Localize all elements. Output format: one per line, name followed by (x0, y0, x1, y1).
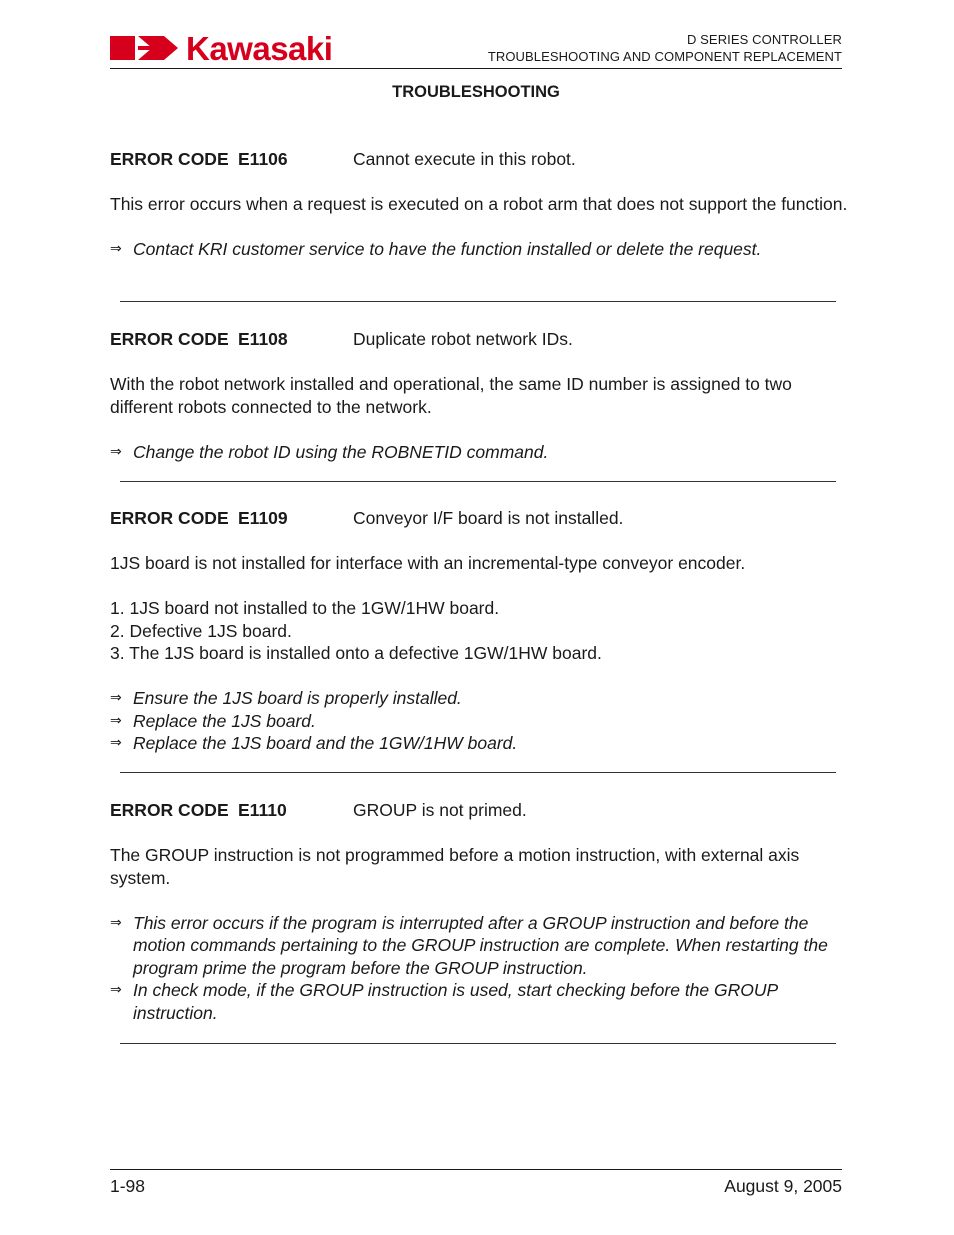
error-code-label: ERROR CODE (110, 329, 229, 349)
remedy-text: Replace the 1JS board and the 1GW/1HW board. (133, 733, 518, 753)
cause-item: 1. 1JS board not installed to the 1GW/1HW board. (110, 598, 500, 618)
arrow-icon: ⇒ (110, 690, 122, 706)
arrow-icon: ⇒ (110, 241, 122, 257)
error-code-label: ERROR CODE (110, 800, 229, 820)
remedy-text: Replace the 1JS board. (133, 710, 316, 731)
remedy-item (110, 732, 850, 755)
remedy-item (110, 687, 850, 710)
page-number: 1-98 (110, 1176, 146, 1196)
header-rule (110, 68, 842, 69)
remedy-item (110, 979, 850, 1024)
divider-rule (120, 772, 836, 773)
logo-wordmark: Kawasaki (186, 30, 333, 66)
divider-rule (120, 301, 836, 302)
kawasaki-logo (110, 30, 390, 66)
remedy-text: Contact KRI customer service to have the function installed or delete the request. (133, 239, 762, 259)
error-entry-e1108 (110, 328, 850, 463)
error-message: GROUP is not primed. (353, 800, 527, 820)
error-code-line (110, 148, 850, 171)
header-subtitle: TROUBLESHOOTING AND COMPONENT REPLACEMENT (487, 49, 842, 64)
remedy-item (110, 238, 850, 261)
error-code-number: E1110 (238, 800, 287, 820)
error-code-number: E1108 (238, 329, 288, 349)
logo-mark-stripe (138, 46, 168, 50)
remedy-item (110, 441, 850, 464)
error-description: This error occurs when a request is executed on a robot arm that does not support the function. (110, 194, 848, 214)
error-description: The GROUP instruction is not programmed before a motion instruction, with external axis system. (110, 845, 800, 888)
arrow-icon: ⇒ (110, 914, 122, 931)
error-code-number: E1109 (238, 508, 288, 528)
error-code-line (110, 507, 850, 530)
remedy-item (110, 912, 850, 980)
arrow-icon: ⇒ (110, 712, 122, 729)
header-info (488, 31, 842, 65)
remedy-item (110, 710, 850, 733)
remedy-text: In check mode, if the GROUP instruction is used, start checking before the GROUP instruction. (133, 980, 778, 1023)
error-entry-e1106 (110, 148, 850, 261)
arrow-icon: ⇒ (110, 443, 122, 460)
error-code-label: ERROR CODE (110, 508, 229, 528)
error-description: With the robot network installed and operational, the same ID number is assigned to two different robots connected to the network. (110, 374, 792, 417)
logo-mark-bar (110, 36, 135, 60)
divider-rule (120, 481, 836, 482)
header-series: D SERIES CONTROLLER (686, 32, 842, 47)
error-message: Cannot execute in this robot. (353, 149, 576, 169)
footer-rule (110, 1169, 842, 1170)
error-code-number: E1106 (238, 149, 288, 169)
section-title: TROUBLESHOOTING (392, 83, 560, 101)
error-code-line (110, 799, 850, 822)
error-description: 1JS board is not installed for interface with an incremental-type conveyor encoder. (110, 553, 746, 573)
arrow-icon: ⇒ (110, 735, 122, 751)
arrow-icon: ⇒ (110, 982, 122, 998)
remedy-text: Ensure the 1JS board is properly installed. (133, 688, 462, 708)
error-entry-e1110 (110, 799, 850, 1024)
error-message: Conveyor I/F board is not installed. (353, 508, 624, 528)
error-code-label: ERROR CODE (110, 149, 229, 169)
divider-rule (120, 1043, 836, 1044)
error-entry-e1109 (110, 507, 850, 755)
error-message: Duplicate robot network IDs. (353, 329, 573, 349)
cause-item: 3. The 1JS board is installed onto a defective 1GW/1HW board. (110, 643, 602, 663)
remedy-text: This error occurs if the program is interrupted after a GROUP instruction and before the motion commands pertaining to the GROUP instruction are complete. When restarting the program prime the program before the GROUP instruction. (133, 912, 828, 978)
error-code-line (110, 328, 850, 351)
cause-item: 2. Defective 1JS board. (110, 620, 292, 641)
footer-date: August 9, 2005 (724, 1176, 842, 1196)
remedy-text: Change the robot ID using the ROBNETID command. (133, 441, 549, 462)
